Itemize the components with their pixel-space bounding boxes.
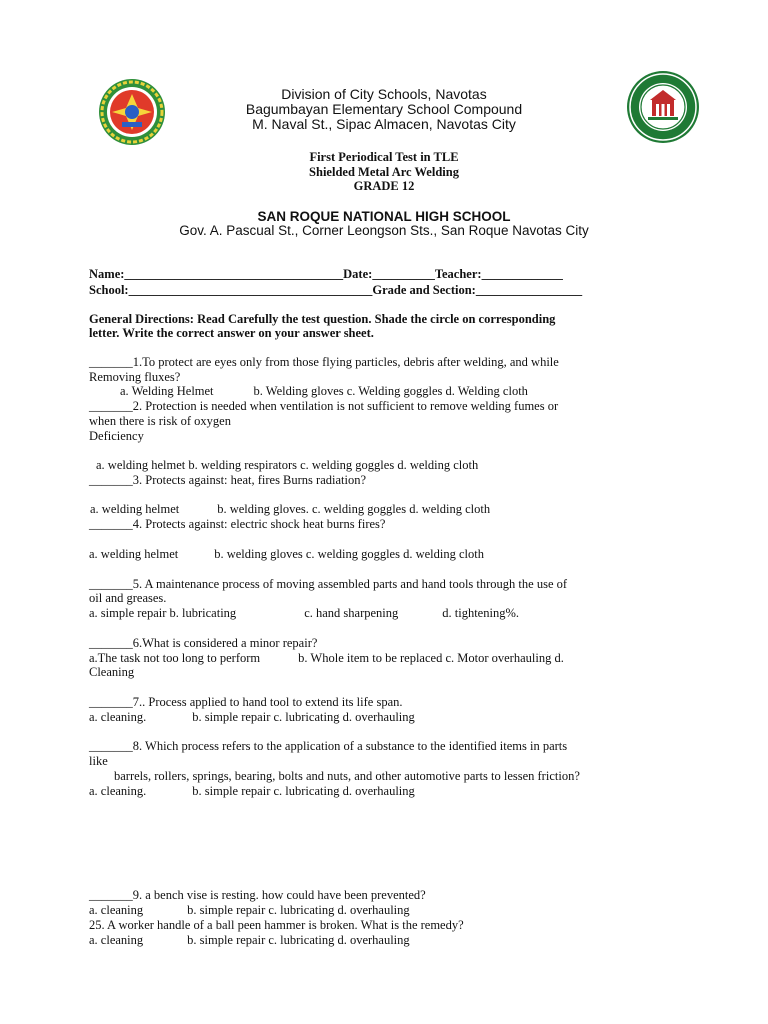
options-bcd: b. Welding gloves c. Welding goggles d. Welding cloth <box>253 384 528 398</box>
question-3-options <box>90 502 490 516</box>
school-row <box>89 283 582 297</box>
question-2: _______2. Protection is needed when ventilation is not sufficient to remove welding fumes or <box>89 399 559 413</box>
question-4-options <box>89 547 484 561</box>
question-5-options <box>89 606 519 620</box>
subject-title: Shielded Metal Arc Welding <box>309 165 459 179</box>
school-label: School: <box>89 283 129 297</box>
question-4: _______4. Protects against: electric shock heat burns fires? <box>89 517 386 531</box>
question-9: _______9. a bench vise is resting. how could have been prevented? <box>89 888 426 902</box>
question-8-cont: like <box>89 754 108 768</box>
question-6-options-cont: Cleaning <box>89 665 135 679</box>
option-a: a. cleaning <box>89 903 144 917</box>
option-a: a. welding helmet <box>90 502 180 516</box>
question-1: _______1.To protect are eyes only from those flying particles, debris after welding, and while <box>89 355 559 369</box>
street-line: M. Naval St., Sipac Almacen, Navotas City <box>252 116 516 132</box>
grade-title: GRADE 12 <box>353 179 415 193</box>
question-7-options <box>89 710 415 724</box>
question-25: 25. A worker handle of a ball peen hammer is broken. What is the remedy? <box>89 918 464 932</box>
name-field[interactable]: ___________________________________ <box>124 267 344 281</box>
option-a: a. cleaning. <box>89 710 147 724</box>
directions-line-2: letter. Write the correct answer on your answer sheet. <box>89 326 374 340</box>
grade-section-label: Grade and Section: <box>372 283 476 297</box>
question-25-options <box>89 933 410 947</box>
test-title: First Periodical Test in TLE <box>309 150 459 164</box>
options-bcd: b. simple repair c. lubricating d. overhauling <box>192 784 415 798</box>
option-a: a. welding helmet <box>89 547 179 561</box>
grade-section-field[interactable]: _________________ <box>475 283 583 297</box>
compound-line: Bagumbayan Elementary School Compound <box>245 101 523 117</box>
teacher-field[interactable]: _____________ <box>481 267 563 281</box>
option-a: a. cleaning <box>89 933 144 947</box>
option-a: a. cleaning. <box>89 784 147 798</box>
options-bcd: b. simple repair c. lubricating d. overhauling <box>187 903 410 917</box>
question-7: _______7.. Process applied to hand tool to extend its life span. <box>89 695 403 709</box>
question-8: _______8. Which process refers to the application of a substance to the identified items in parts <box>89 739 568 753</box>
school-field[interactable]: _______________________________________ <box>128 283 373 297</box>
options-bcd: b. Whole item to be replaced c. Motor overhauling d. <box>298 651 564 665</box>
question-2-options: a. welding helmet b. welding respirators c. welding goggles d. welding cloth <box>96 458 479 472</box>
question-6-options <box>89 651 564 665</box>
question-1-cont: Removing fluxes? <box>89 370 181 384</box>
options-bcd: b. simple repair c. lubricating d. overhauling <box>187 933 410 947</box>
question-2-cont: when there is risk of oxygen <box>89 414 231 428</box>
date-field[interactable]: __________ <box>372 267 435 281</box>
question-6: _______6.What is considered a minor repair? <box>89 636 318 650</box>
date-label: Date: <box>343 267 373 281</box>
question-9-options <box>89 903 410 917</box>
question-8-cont-2: barrels, rollers, springs, bearing, bolts and nuts, and other automotive parts to lessen friction? <box>114 769 580 783</box>
directions-line-1: General Directions: Read Carefully the test question. Shade the circle on corresponding <box>89 312 556 326</box>
question-5: _______5. A maintenance process of moving assembled parts and hand tools through the use of <box>89 577 568 591</box>
option-c: c. hand sharpening <box>304 606 399 620</box>
option-d: d. tightening%. <box>442 606 519 620</box>
question-3: _______3. Protects against: heat, fires Burns radiation? <box>89 473 367 487</box>
options-bcd: b. simple repair c. lubricating d. overhauling <box>192 710 415 724</box>
name-label: Name: <box>89 267 125 281</box>
option-a: a. Welding Helmet <box>120 384 214 398</box>
school-name: SAN ROQUE NATIONAL HIGH SCHOOL <box>257 209 511 224</box>
question-2-cont-2: Deficiency <box>89 429 144 443</box>
teacher-label: Teacher: <box>434 267 482 281</box>
options-ab: a. simple repair b. lubricating <box>89 606 237 620</box>
options-bcd: b. welding gloves. c. welding goggles d. welding cloth <box>217 502 491 516</box>
question-1-options <box>120 384 528 398</box>
name-row <box>89 267 563 281</box>
division-line: Division of City Schools, Navotas <box>281 86 487 102</box>
option-a: a.The task not too long to perform <box>89 651 261 665</box>
school-address: Gov. A. Pascual St., Corner Leongson Sts., San Roque Navotas City <box>179 223 589 238</box>
question-8-options <box>89 784 415 798</box>
options-bcd: b. welding gloves c. welding goggles d. welding cloth <box>214 547 484 561</box>
question-5-cont: oil and greases. <box>89 591 167 605</box>
